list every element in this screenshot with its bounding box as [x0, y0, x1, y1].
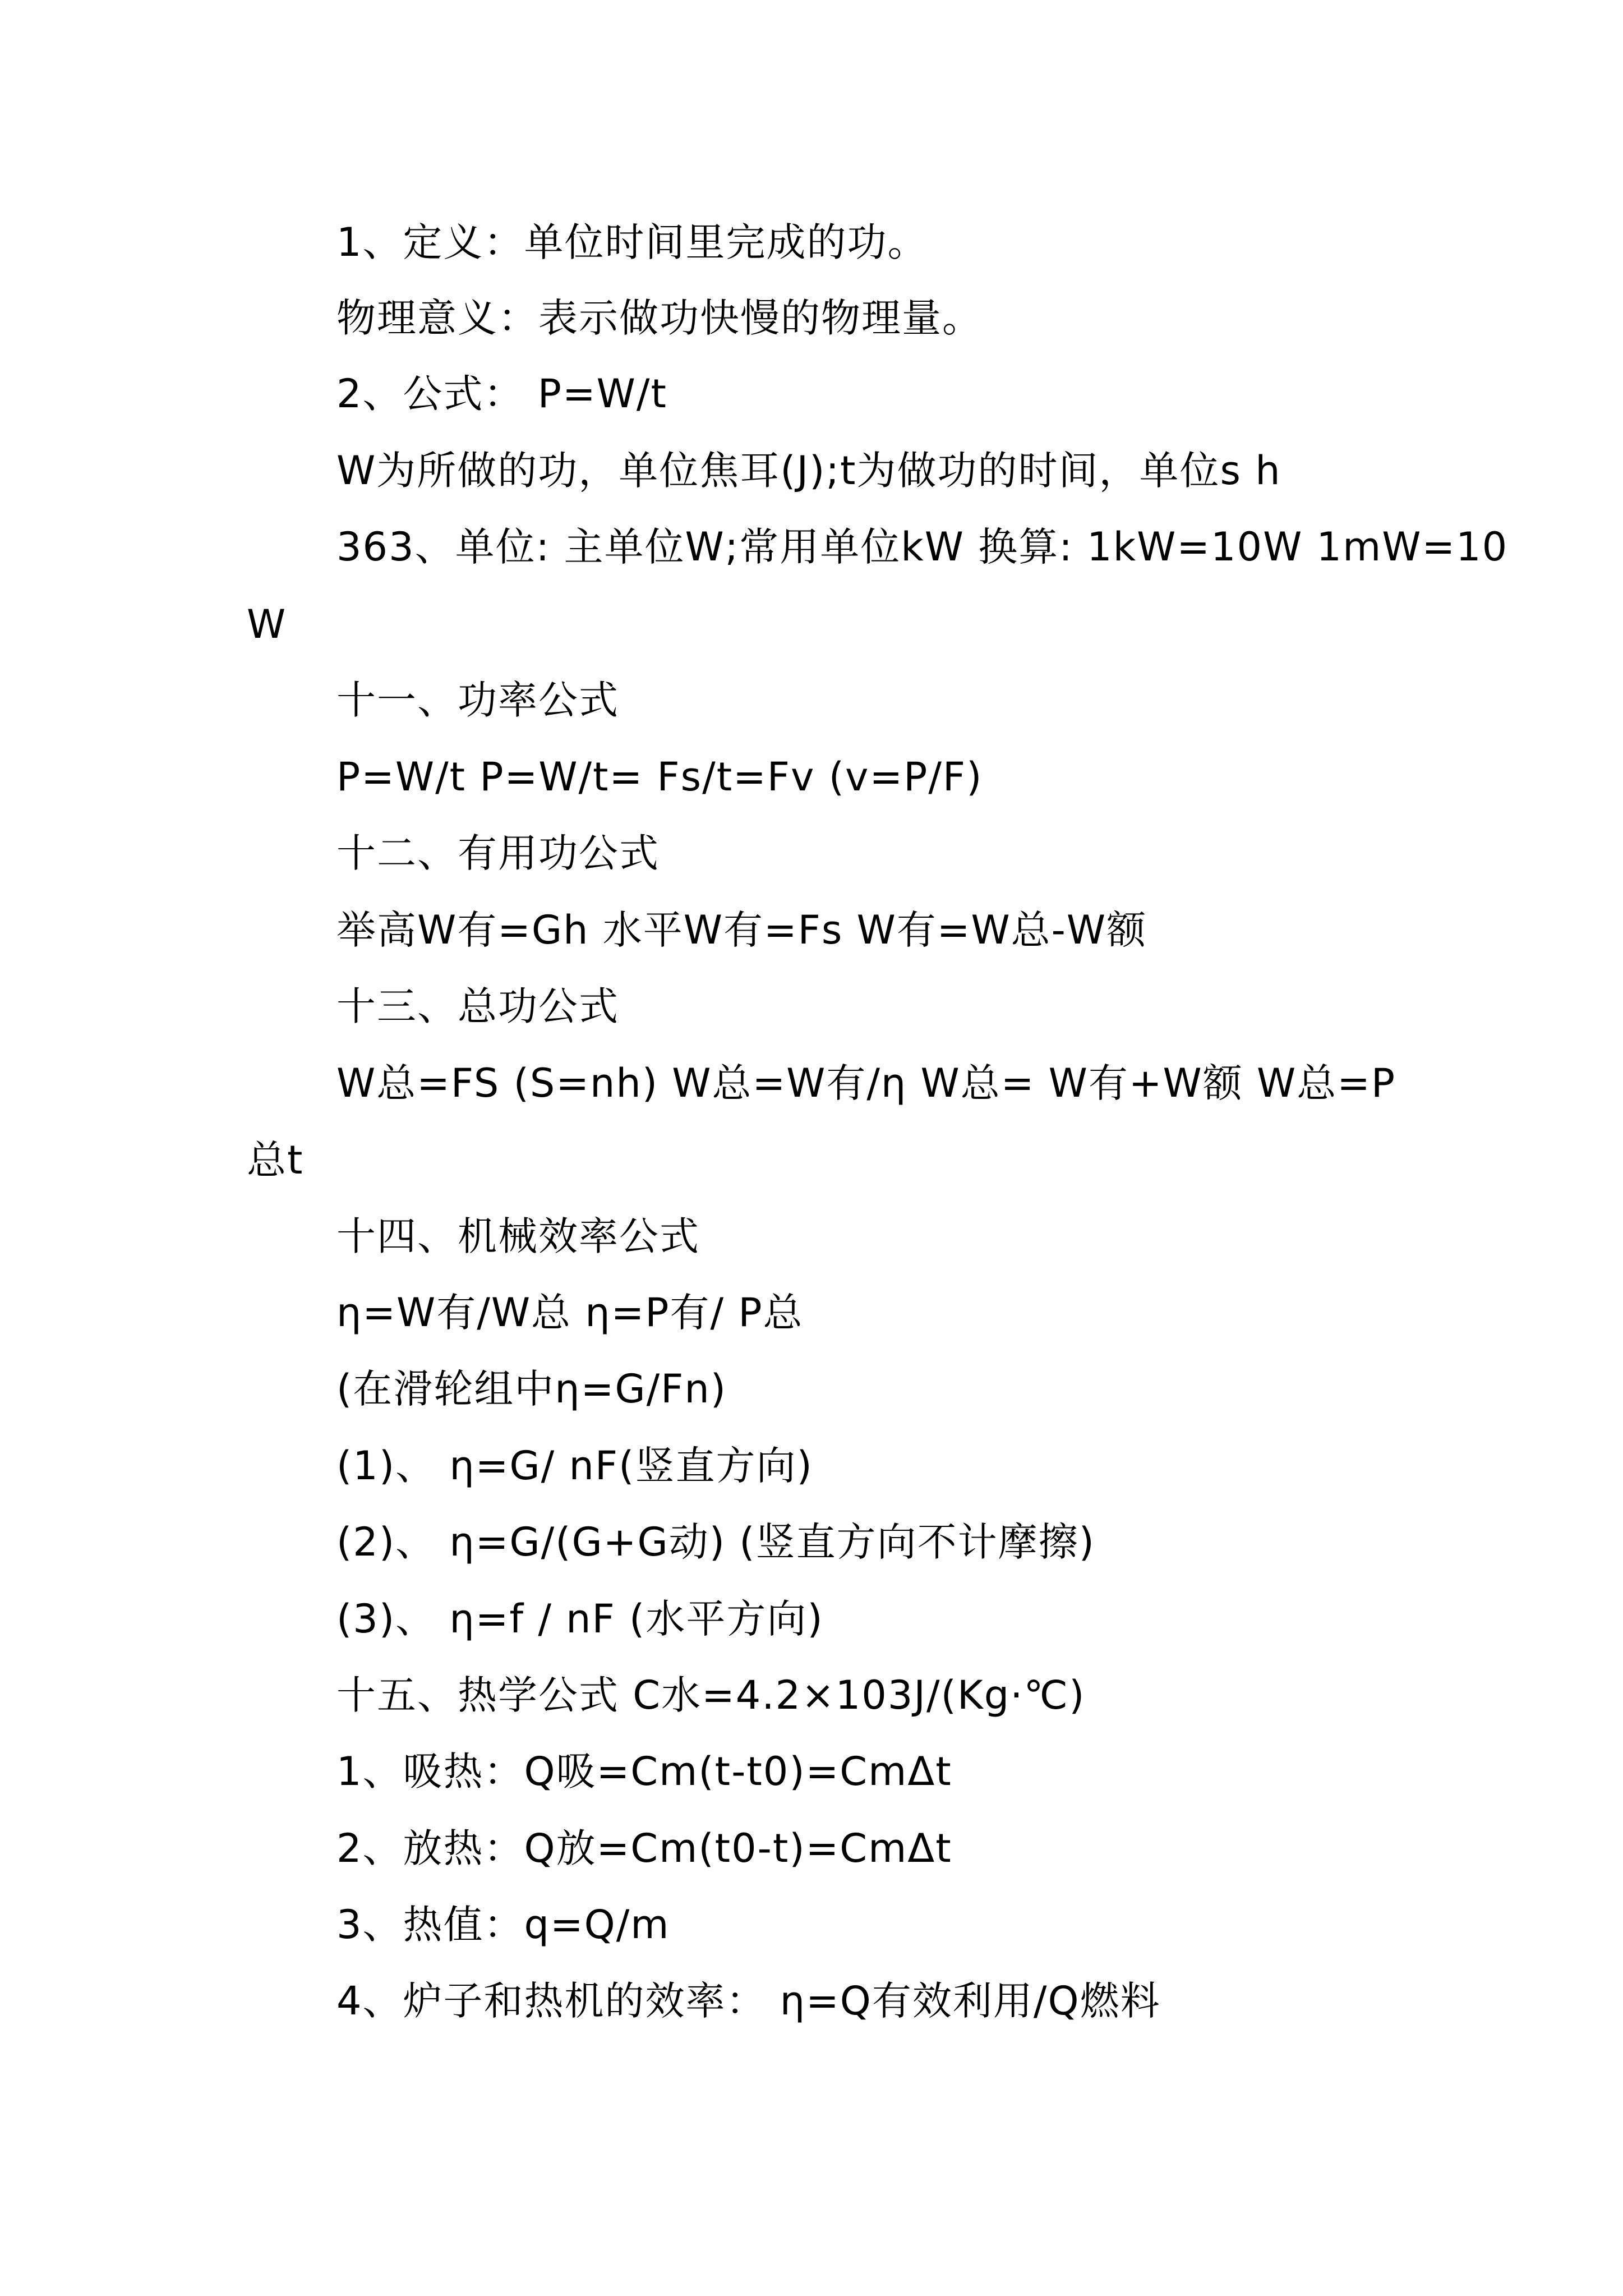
text-line: 363、单位: 主单位W;常用单位kW 换算: 1kW=10W 1mW=10	[336, 524, 1509, 570]
section-heading: 十四、机械效率公式	[336, 1213, 700, 1259]
text-line: (2)、 η=G/(G+G动) (竖直方向不计摩擦)	[336, 1519, 1095, 1565]
text-line: 2、公式： P=W/t	[336, 371, 667, 417]
text-line: 物理意义：表示做功快慢的物理量。	[336, 295, 983, 341]
text-line: (1)、 η=G/ nF(竖直方向)	[336, 1443, 813, 1489]
text-line: W总=FS (S=nh) W总=W有/η W总= W有+W额 W总=P	[336, 1060, 1396, 1106]
section-heading: 十五、热学公式 C水=4.2×103J/(Kg·℃)	[336, 1672, 1086, 1718]
text-line: η=W有/W总 η=P有/ P总	[336, 1290, 804, 1336]
text-line: P=W/t P=W/t= Fs/t=Fv (v=P/F)	[336, 754, 983, 800]
text-line: 举高W有=Gh 水平W有=Fs W有=W总-W额	[336, 907, 1147, 953]
text-line: 1、定义：单位时间里完成的功。	[336, 219, 928, 265]
text-line: 2、放热：Q放=Cm(t0-t)=CmΔt	[336, 1825, 952, 1871]
section-heading: 十二、有用功公式	[336, 830, 660, 876]
text-line: (在滑轮组中η=G/Fn)	[336, 1366, 727, 1412]
section-heading: 十一、功率公式	[336, 677, 619, 723]
text-line: W	[247, 601, 287, 647]
text-line: 3、热值：q=Q/m	[336, 1902, 670, 1948]
text-line: 1、吸热：Q吸=Cm(t-t0)=CmΔt	[336, 1749, 952, 1795]
text-line: 总t	[247, 1137, 304, 1183]
text-line: 4、炉子和热机的效率： η=Q有效利用/Q燃料	[336, 1978, 1161, 2024]
text-line: (3)、 η=f / nF (水平方向)	[336, 1596, 824, 1642]
text-line: W为所做的功，单位焦耳(J);t为做功的时间，单位s h	[336, 448, 1281, 494]
section-heading: 十三、总功公式	[336, 983, 619, 1029]
